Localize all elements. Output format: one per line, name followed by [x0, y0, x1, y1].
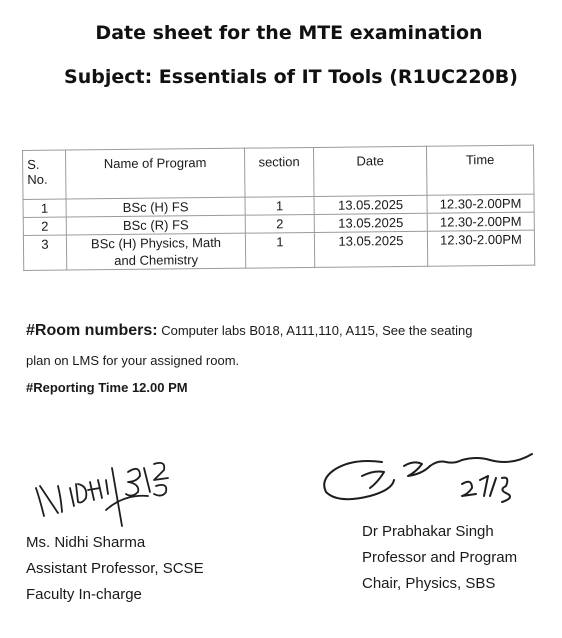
header-program: Name of Program: [66, 148, 246, 199]
header-date: Date: [313, 146, 427, 196]
room-numbers-text-2: plan on LMS for your assigned room.: [26, 353, 240, 368]
cell-time: 12.30-2.00PM: [427, 212, 534, 231]
table-row: [23, 230, 534, 270]
right-signature-image: [312, 440, 542, 530]
cell-time: 12.30-2.00PM: [427, 194, 534, 213]
left-signatory-block: [26, 530, 204, 608]
cell-program-line2: and Chemistry: [114, 252, 199, 269]
header-sno: [23, 150, 67, 199]
cell-section: 2: [245, 214, 314, 233]
room-numbers-label: #Room numbers:: [26, 322, 158, 339]
cell-section: 1: [245, 196, 314, 215]
right-signatory-block: [362, 519, 517, 597]
cell-date: 13.05.2025: [314, 231, 427, 267]
left-signatory-name: Ms. Nidhi Sharma: [26, 534, 146, 551]
room-numbers-text: Computer labs B018, A111,110, A115, See the seating: [161, 323, 473, 338]
header-sno-line2: No.: [27, 171, 48, 187]
left-signatory-designation: Assistant Professor, SCSE: [26, 560, 204, 577]
left-signatory-role: Faculty In-charge: [26, 586, 142, 603]
cell-program: BSc (H) FS: [66, 197, 245, 217]
cell-program-line1: BSc (H) Physics, Math: [90, 234, 222, 252]
reporting-time: #Reporting Time 12.00 PM: [26, 380, 188, 395]
cell-program: BSc (R) FS: [66, 215, 245, 235]
exam-schedule-table: [22, 145, 535, 271]
cell-date: 13.05.2025: [314, 195, 427, 214]
cell-program: [66, 233, 245, 270]
cell-sno: 2: [23, 217, 66, 235]
cell-date: 13.05.2025: [314, 213, 427, 232]
right-signatory-designation: Professor and Program: [362, 549, 518, 566]
cell-time: 12.30-2.00PM: [427, 230, 534, 266]
cell-section: 1: [245, 232, 314, 268]
table-header-row: [23, 145, 534, 199]
header-time: Time: [426, 145, 534, 195]
right-signatory-role: Chair, Physics, SBS: [362, 575, 496, 592]
cell-sno: 1: [23, 199, 66, 217]
document-title: Date sheet for the MTE examination: [95, 22, 483, 44]
right-signatory-name: Dr Prabhakar Singh: [362, 523, 494, 540]
left-signature-image: [28, 458, 178, 528]
header-section: section: [244, 147, 314, 197]
subject-title: Subject: Essentials of IT Tools (R1UC220B): [64, 66, 518, 88]
header-sno-line1: S.: [27, 156, 40, 172]
room-numbers-note: [26, 316, 536, 376]
left-signature-text: Nidhi: [28, 458, 31, 459]
cell-sno: 3: [23, 235, 66, 270]
